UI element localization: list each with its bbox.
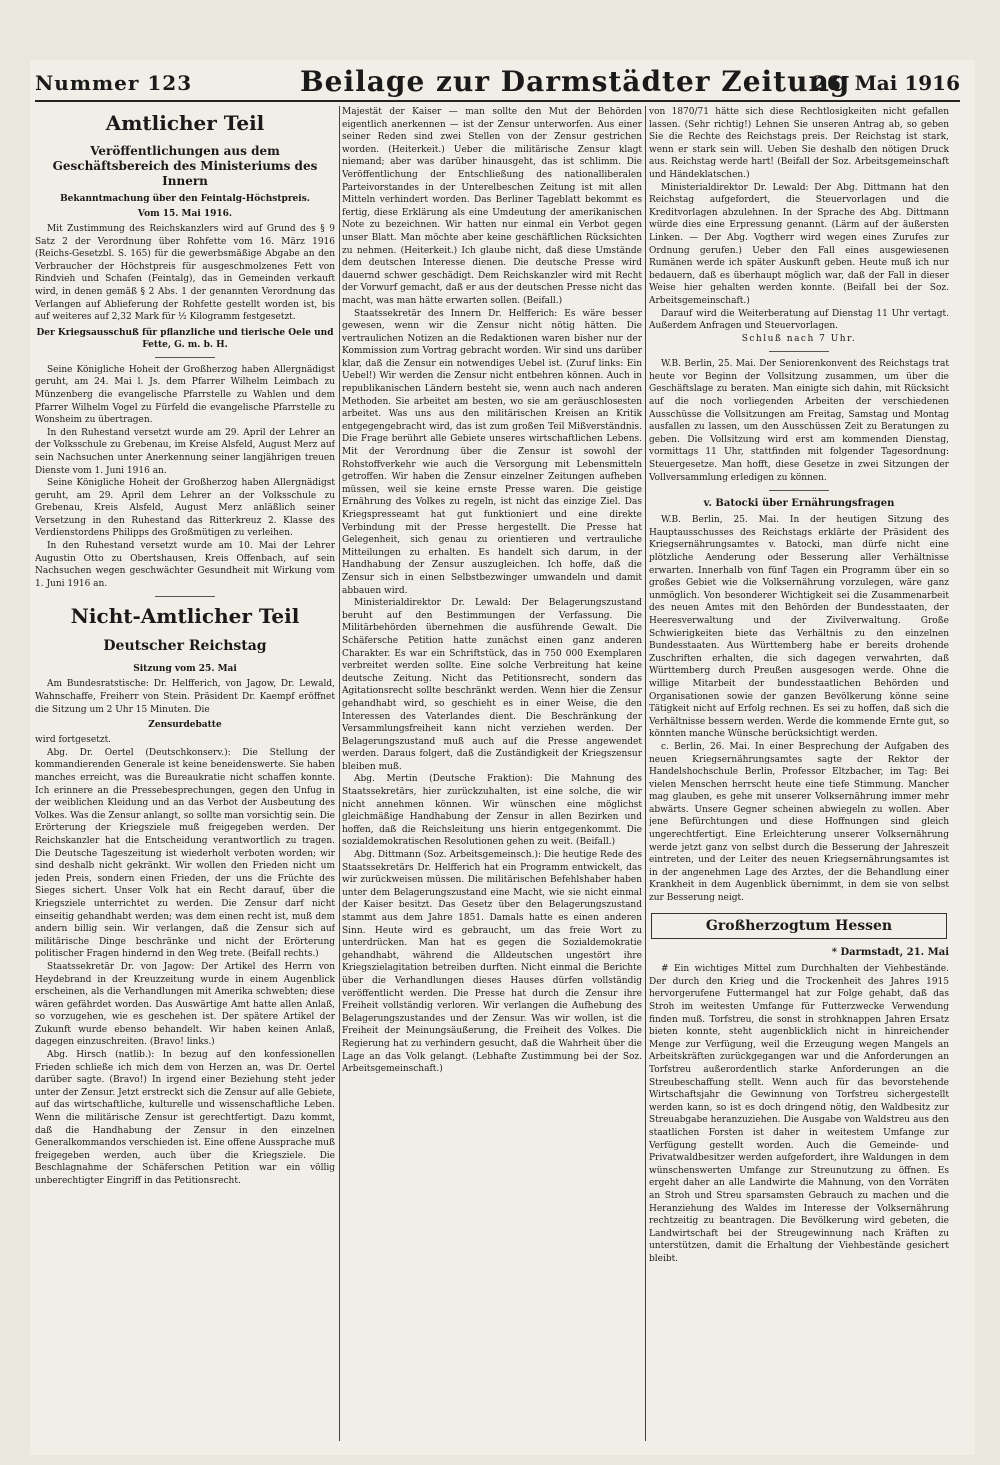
bekanntmachung-heading: Bekanntmachung über den Feintalg-Höchstpreis.	[60, 194, 310, 204]
article-paragraph: von 1870/71 hätte sich diese Rechtlosigkeiten nicht gefallen lassen. (Sehr richtig!) Lehnen Sie unseren Antrag ab, so geben Sie die Rechte des Reichstags preis. Der Reichstag ist stark, wenn er stark sein will. Ueben Sie deshalb den nötigen Druck aus. Reichstag werde hart! (Beifall der Soz. Arbeitsgemeinschaft und Händeklatschen.)	[649, 107, 949, 180]
article-paragraph: Seine Königliche Hoheit der Großherzog haben Allergnädigst geruht, am 29. April dem Lehrer an der Volksschule zu Grebenau, Kreis Alsfeld, August Merz anläßlich seiner Versetzung in den Ruhestand das Ritterkreuz 2. Klasse des Verdienstordens Philipps des Großmütigen zu verleihen.	[35, 478, 335, 539]
issue-number: Nummer 123	[35, 71, 193, 95]
article-paragraph: In den Ruhestand versetzt wurde am 29. April der Lehrer an der Volksschule zu Grebenau, im Kreise Alsfeld, August Merz auf sein Nachsuchen unter Anerkennung seiner langjährigen treuen Dienste vom 1. Juni 1916 an.	[35, 427, 335, 476]
column-1	[35, 106, 335, 1441]
kriegsausschuss-signature: Der Kriegsausschuß für pflanzliche und tierische Oele und Fette, G. m. b. H.	[36, 327, 334, 350]
article-paragraph: Am Bundesratstische: Dr. Helfferich, von Jagow, Dr. Lewald, Wahnschaffe, Freiherr von Stein. Präsident Dr. Kaempf eröffnet die Sitzung um 2 Uhr 15 Minuten. Die	[35, 679, 335, 715]
batocki-heading: v. Batocki über Ernährungsfragen	[703, 498, 895, 510]
article-paragraph: Seine Königliche Hoheit der Großherzog haben Allergnädigst geruht, am 24. Mai l. Js. dem Pfarrer Wilhelm Leimbach zu Münzenberg die evangelische Pfarrstelle zu Wahlen und dem Pfarrer Wilhelm Vogel zu Fürfeld die evangelische Pfarrstelle zu Wonsheim zu übertragen.	[35, 364, 335, 426]
article-paragraph: W.B. Berlin, 25. Mai. In der heutigen Sitzung des Hauptausschusses des Reichstags erklärte der Präsident des Kriegsernährungsamtes v. Batocki, man dürfe nicht eine plötzliche Aenderung oder Besserung aller Verhältnisse erwarten. Innerhalb von fünf Tagen ein Programm über ein so großes Gebiet wie die Volksernährung vorzulegen, wäre ganz unmöglich. Von besonderer Wichtigkeit sei die Zusammenarbeit des neuen Amtes mit den Behörden der Bundesstaaten, der Heeresverwaltung und der Zivilverwaltung. Große Schwierigkeiten biete das Verhältnis zu den einzelnen Bundesstaaten. Aus Württemberg habe er bereits drohende Zuschriften erhalten, die sich dagegen verwahrten, daß Württemberg durch Preußen ausgesogen werde. Ohne die willige Mitarbeit der bundesstaatlichen Behörden und Organisationen sowie der ganzen Bevölkerung könne seine Tätigkeit nicht auf Erfolg rechnen. Es sei zu hoffen, daß sich die Verhältnisse bessern werden. Werde die kommende Ernte gut, so könnten manche Wünsche berücksichtigt werden.	[649, 515, 949, 740]
separator	[155, 357, 215, 358]
article-paragraph: Mit Zustimmung des Reichskanzlers wird auf Grund des § 9 Satz 2 der Verordnung über Rohfette vom 16. März 1916 (Reichs-Gesetzbl. S. 165) für die gewerbsmäßige Abgabe an den Verbraucher der Höchstpreis für ausgeschmolzenes Fett von Rindvieh und Schafen (Feintalg), das in Gemeinden verkauft wird, in denen gemäß § 2 Abs. 1 der genannten Verordnung das Verlangen auf Ablieferung der Rohfette gestellt worden ist, bis auf weiteres auf 2,32 Mark für ½ Kilogramm festgesetzt.	[35, 224, 335, 323]
sitzung-date: Sitzung vom 25. Mai	[133, 664, 237, 675]
article-paragraph: wird fortgesetzt.	[35, 735, 112, 746]
separator	[155, 596, 215, 597]
reichstag-heading: Deutscher Reichstag	[103, 638, 267, 655]
masthead	[35, 65, 960, 97]
separator	[769, 490, 829, 491]
article-paragraph: Darauf wird die Weiterberatung auf Dienstag 11 Uhr vertagt. Außerdem Anfragen und Steuervorlagen.	[649, 308, 949, 332]
article-paragraph: In den Ruhestand versetzt wurde am 10. Mai der Lehrer Augustin Otto zu Obertshausen, Kreis Offenbach, auf sein Nachsuchen wegen geschwächter Gesundheit mit Wirkung vom 1. Juni 1916 an.	[35, 541, 335, 589]
article-paragraph: Ministerialdirektor Dr. Lewald: Der Belagerungszustand beruht auf den Bestimmungen der Verfassung. Die Militärbehörden übernehmen die ausführende Gewalt. Die Schäfersche Petition hatte zunächst einen ganz anderen Charakter. Es war ein Schriftstück, das in 750 000 Exemplaren verbreitet werden sollte. Eine solche Verbreitung hat keine deutsche Zeitung. Nicht das Petitionsrecht, sondern das Agitationsrecht sollte beschränkt werden. Wenn hier die Zensur gehandhabt wird, so geschieht es in einer Weise, die den Interessen des Vaterlandes dient. Die Beschränkung der Versammlungsfreiheit kann nicht verziehen werden. Der Belagerungszustand muß auch auf die Presse angewendet werden. Daraus folgert, daß die Zuständigkeit der Kriegszensur bleiben muß.	[342, 598, 642, 772]
separator	[769, 351, 829, 352]
masthead-rule	[35, 100, 960, 102]
article-paragraph: c. Berlin, 26. Mai. In einer Besprechung der Aufgaben des neuen Kriegsernährungsamtes sagte der Rektor der Handelshochschule Berlin, Professor Eltzbacher, im Tag: Bei vielen Menschen herrscht heute eine tiefe Stimmung. Mancher mag glauben, es gehe mit unserer Volksernährung immer mehr abwärts. Unsere Gegner scheinen abwiegeln zu wollen. Aber jene Befürchtungen und diese Hoffnungen sind gleich ungerechtfertigt. Eine Erleichterung unserer Volksernährung werde jetzt ganz von selbst durch die Besserung der Jahreszeit eintreten, und der Leiter des neuen Kriegsernährungsamtes ist in der angenehmen Lage des Arztes, der die Behandlung einer Krankheit in dem Augenblick übernimmt, in dem sie von selbst zur Besserung neigt.	[649, 741, 949, 904]
article-paragraph: Abg. Dittmann (Soz. Arbeitsgemeinsch.): Die heutige Rede des Staatssekretärs Dr. Helfferich hat ein Programm entwickelt, das wir zurückweisen müssen. Die militärischen Befehlshaber haben unter dem Belagerungszustand eine Macht, wie sie nicht einmal der Kaiser besitzt. Das Gesetz über den Belagerungszustand stammt aus dem Jahre 1851. Damals hatte es einen anderen Sinn. Heute wird es gebraucht, um das freie Wort zu unterdrücken. Man hat es gegen die Sozialdemokratie gehandhabt, während die Alldeutschen ungestört ihre Kriegszielagitation betreiben durften. Nicht einmal die Berichte über die Verhandlungen dieses Hauses dürfen vollständig veröffentlicht werden. Die Presse hat durch die Zensur ihre Freiheit vollständig verloren. Wir verlangen die Aufhebung des Belagerungszustandes und der Zensur. Was wir wollen, ist die Freiheit der Meinungsäußerung, die Freiheit des Volkes. Die Regierung hat zu verhindern gesucht, daß die Wahrheit über die Lage an das Volk gelangt. (Lebhafte Zustimmung bei der Soz. Arbeitsgemeinschaft.)	[342, 850, 642, 1075]
article-paragraph: Abg. Hirsch (natlib.): In bezug auf den konfessionellen Frieden schließe ich mich dem von Herzen an, was Dr. Oertel darüber sagte. (Bravo!) In irgend einer Beziehung steht jeder unter der Zensur. Jetzt erstreckt sich die Zensur auf alle Gebiete, auf das wirtschaftliche, kulturelle und wissenschaftliche Leben. Wenn die militärische Zensur ist gerechtfertigt. Dazu kommt, daß die Handhabung der Zensur in den einzelnen Generalkommandos verschieden ist. Eine offene Aussprache muß freigegeben werden, auch über die Kriegsziele. Die Beschlagnahme der Schäferschen Petition war ein völlig unberechtigter Eingriff in das Petitionsrecht.	[35, 1050, 335, 1186]
article-paragraph: Ministerialdirektor Dr. Lewald: Der Abg. Dittmann hat den Reichstag aufgefordert, die Steuervorlagen und die Kreditvorlagen abzulehnen. In der Sprache des Abg. Dittmann würde dies eine Erpressung genannt. (Lärm auf der äußersten Linken. — Der Abg. Vogtherr wird wegen eines Zurufes zur Ordnung gerufen.) Ueber den Fall eines ausgewiesenen Rumänen werde ich später Auskunft geben. Heute muß ich nur bedauern, daß es überhaupt möglich war, daß der Fall in dieser Weise hier gehalten werden konnte. (Beifall bei der Soz. Arbeitsgemeinschaft.)	[649, 182, 949, 306]
ministry-heading: Veröffentlichungen aus dem Geschäftsbereich des Ministeriums des Innern	[52, 144, 318, 188]
amtlicher-teil-heading: Amtlicher Teil	[105, 111, 265, 135]
article-paragraph: Staatssekretär des Innern Dr. Helfferich: Es wäre besser gewesen, wenn wir die Zensur nicht nötig hätten. Die vertraulichen Notizen an die Redaktionen waren bisher nur der Kommission zum Vortrag gebracht worden. Wir sind uns darüber klar, daß die Zensur ein notwendiges Uebel ist. (Zuruf links: Ein Uebel!) Wir werden die Zensur nicht entbehren können. Auch in republikanischen Ländern besteht sie, wenn auch nach anderen Methoden. Sie arbeitet am besten, wo sie am geräuschlosesten arbeitet. Was uns aus den militärischen Kreisen an Kritik entgegengebracht wird, das ist zum großen Teil Mißverständnis. Die Frage berührt alle Gebiete unseres wirtschaftlichen Lebens. Mit der Verordnung über die Zensur ist sowohl der Rohstoffverkehr wie auch die Versorgung mit Lebensmitteln getroffen. Wir haben die Zensur einzelner Zeitungen aufheben müssen, weil sie keine ernste Presse waren. Die geistige Ernährung des Volkes zu regeln, ist nicht das einzige Ziel. Das Kriegspresseamt hat gut funktioniert und eine direkte Verbindung mit der Presse hergestellt. Die Presse hat Gelegenheit, sich genau zu orientieren und vertrauliche Mitteilungen zu erhalten. Es handelt sich darum, in der Handhabung der Zensur auszugleichen. Ich hoffe, daß die Zensur sich in einen Selbstbezwinger umwandeln und damit abbauen wird.	[342, 308, 642, 596]
article-paragraph: Majestät der Kaiser — man sollte den Mut der Behörden eigentlich anerkennen — ist der Zensur unterworfen. Aus einer seiner Reden sind zwei Stellen von der Zensur gestrichen worden. (Heiterkeit.) Ueber die militärische Zensur klagt niemand; aber was darüber hinausgeht, das ist schlimm. Die Veröffentlichung der Entschließung des nationalliberalen Parteivorstandes in der Unterelbeschen Zeitung ist mit allen Mitteln verhindert worden. Das Berliner Tageblatt bekommt es fertig, diese Erklärung als eine Umdeutung der amerikanischen Note zu bezeichnen. Wir hatten nur einmal ein Verbot gegen unser Blatt. Man möchte aber keine geschäftlichen Rücksichten zu nehmen. (Heiterkeit.) Ich glaube nicht, daß diese Umstände dem deutschen Interesse dienen. Die deutsche Presse wird dauernd schwer geschädigt. Dem Reichskanzler wird mit Recht der Vorwurf gemacht, daß er aus der deutschen Presse nicht das macht, was man hätte erwarten sollen. (Beifall.)	[342, 107, 642, 306]
zensurdebatte-heading: Zensurdebatte	[148, 720, 222, 731]
newspaper-title: Beilage zur Darmstädter Zeitung	[300, 65, 851, 98]
bekanntmachung-date: Vom 15. Mai 1916.	[137, 209, 233, 219]
column-divider	[645, 106, 646, 1441]
article-paragraph: Abg. Mertin (Deutsche Fraktion): Die Mahnung des Staatssekretärs, hier zurückzuhalten, ist eine solche, die wir nicht annehmen können. Wir wünschen eine möglichst gleichmäßige Handhabung der Zensur in allen Bezirken und hoffen, daß die Reichsleitung uns hierin entgegenkommt. Die sozialdemokratischen Resolutionen gehen zu weit. (Beifall.)	[342, 774, 642, 848]
column-divider	[339, 106, 340, 1441]
hessen-heading: Großherzogtum Hessen	[705, 917, 893, 934]
issue-date: 26. Mai 1916	[812, 71, 960, 95]
article-paragraph: # Ein wichtiges Mittel zum Durchhalten der Viehbestände. Der durch den Krieg und die Trockenheit des Jahres 1915 hervorgerufene Futtermangel hat zur Folge gehabt, daß das Stroh im weitesten Umfange für Futterzwecke Verwendung finden muß. Torfstreu, die sonst in strohknappen Jahren Ersatz bieten konnte, steht augenblicklich nicht in hinreichender Menge zur Verfügung, weil die Erzeugung wegen Mangels an Arbeitskräften zurückgegangen war und die Anforderungen an Torfstreu außerordentlich starke Anforderungen an die Streubeschaffung stellt. Wenn auch für das bevorstehende Wirtschaftsjahr die Gewinnung von Torfstreu sichergestellt werden kann, so ist es doch dringend nötig, den Waldbesitz zur Streuabgabe heranzuziehen. Die Ausgabe von Waldstreu aus den staatlichen Forsten ist daher in weitestem Umfange zur Verfügung gestellt worden. Auch die Gemeinde- und Privatwaldbesitzer werden aufgefordert, ihre Waldungen in dem wünschenswerten Umfange zur Streunutzung zu öffnen. Es ergeht daher an alle Landwirte die Mahnung, von den Vorräten an Stroh und Streu sparsamsten Gebrauch zu machen und die Heranziehung des Waldes im Interesse der Volksernährung rechtzeitig zu beantragen. Die Bevölkerung wird gebeten, die Landwirtschaft bei der Streugewinnung nach Kräften zu unterstützen, damit die Erhaltung der Viehbestände gesichert bleibt.	[649, 964, 949, 1264]
article-paragraph: Staatssekretär Dr. von Jagow: Der Artikel des Herrn von Heydebrand in der Kreuzzeitung wurde in einem Augenblick erscheinen, als die Verhandlungen mit Amerika schwebten; diese wären gefährdet worden. Das Auswärtige Amt hatte allen Anlaß, so vorzugehen, wie es geschehen ist. Der spätere Artikel der Zukunft wurde ebenso behandelt. Wir haben keinen Anlaß, dagegen einzuschreiten. (Bravo! links.)	[35, 961, 335, 1048]
article-paragraph: Abg. Dr. Oertel (Deutschkonserv.): Die Stellung der kommandierenden Generale ist keine beneidenswerte. Sie haben manches erreicht, was die Bureaukratie nicht schaffen konnte. Ich erinnere an die Pressebesprechungen, gegen den Unfug in der weiblichen Kleidung und an das Verbot der Ausbeutung des Volkes. Was die Zensur anlangt, so sollte man vorsichtig sein. Die Erörterung der Kriegsziele muß freigegeben werden. Der Reichskanzler hat die Entscheidung verantwortlich zu tragen. Die Deutsche Tageszeitung ist wiederholt verboten worden; wir sind deshalb nicht gekränkt. Wir wollen den Frieden nicht um jeden Preis, sondern einen Frieden, der uns die Früchte des Sieges sichert. Unser Volk hat ein Recht darauf, über die Kriegsziele unterrichtet zu werden. Die Zensur darf nicht einseitig gehandhabt werden; was dem einen recht ist, muß dem andern billig sein. Wir verlangen, daß die Zensur sich auf militärische Dinge beschränke und nicht der Erörterung politischer Fragen hindernd in den Weg trete. (Beifall rechts.)	[35, 747, 335, 960]
column-3	[649, 106, 949, 1441]
nicht-amtlicher-teil-heading: Nicht-Amtlicher Teil	[70, 604, 300, 629]
section-box	[651, 913, 947, 939]
hessen-dateline: * Darmstadt, 21. Mai	[831, 946, 949, 958]
schluss-line: Schluß nach 7 Uhr.	[741, 333, 857, 344]
article-paragraph: W.B. Berlin, 25. Mai. Der Seniorenkonvent des Reichstags trat heute vor Beginn der Vollsitzung zusammen, um über die Geschäftslage zu beraten. Man einigte sich dahin, mit Rücksicht auf die noch vorliegenden Arbeiten der verschiedenen Ausschüsse die Vollsitzungen am Freitag, Samstag und Montag ausfallen zu lassen, um den Ausschüssen Zeit zu Beratungen zu geben. Die Vollsitzung wird erst am kommenden Dienstag, vormittags 11 Uhr, stattfinden mit folgender Tagesordnung: Steuergesetze. Man hofft, diese Gesetze in zwei Sitzungen der Vollversammlung erledigen zu können.	[649, 359, 949, 483]
column-2	[342, 106, 642, 1441]
